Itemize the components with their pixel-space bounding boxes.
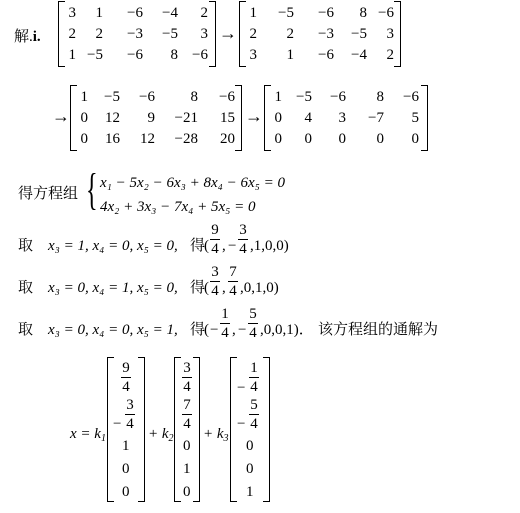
matrix-cell: 0 xyxy=(80,110,88,126)
numerator: 5 xyxy=(250,397,258,413)
matrix-cell: 2 xyxy=(249,26,257,42)
matrix-cell: −6 xyxy=(127,47,143,63)
numerator: 3 xyxy=(239,222,247,238)
matrix-cell: 2 xyxy=(200,5,208,21)
solution-label xyxy=(14,28,41,46)
fraction-bar xyxy=(228,281,238,282)
matrix-cell: 1 xyxy=(274,89,282,105)
fraction-bar xyxy=(210,239,220,240)
matrix-cell: −5 xyxy=(162,26,178,42)
vector-2 xyxy=(174,357,200,502)
paren: ( xyxy=(204,322,209,338)
matrix-cell: −6 xyxy=(318,47,334,63)
denominator: 4 xyxy=(122,379,130,395)
matrix-cell: −6 xyxy=(403,89,419,105)
fraction xyxy=(121,360,131,395)
fraction-bar xyxy=(238,239,248,240)
matrix-cell: −5 xyxy=(351,26,367,42)
matrix-cell: 4 xyxy=(304,110,312,126)
matrix-cell: 0 xyxy=(338,131,346,147)
matrix-cell: 0 xyxy=(274,110,282,126)
vector-1 xyxy=(107,357,145,502)
arrow-1: → xyxy=(219,23,237,43)
matrix-cell: 20 xyxy=(220,131,235,147)
fraction xyxy=(182,397,192,432)
fraction-bar xyxy=(125,414,135,415)
paren: ( xyxy=(204,238,209,254)
matrix-cell: 1 xyxy=(80,89,88,105)
matrix-cell: 3 xyxy=(386,26,394,42)
matrix-cell: 0 xyxy=(376,131,384,147)
part-label: i. xyxy=(32,29,41,45)
general-lhs: $x = k_1$ xyxy=(70,426,106,444)
matrix-cell: −5 xyxy=(87,47,103,63)
fraction xyxy=(220,306,230,341)
matrix-cell: −6 xyxy=(378,5,394,21)
matrix-cell: 1 xyxy=(249,5,257,21)
numerator: 9 xyxy=(122,360,130,376)
numerator: 1 xyxy=(250,360,258,376)
matrix-cell: 15 xyxy=(220,110,235,126)
matrix-cell: 3 xyxy=(200,26,208,42)
matrix-cell: 2 xyxy=(286,26,294,42)
vector-entry: 0 xyxy=(183,484,191,500)
denominator: 4 xyxy=(211,283,219,299)
sign: − xyxy=(237,416,246,432)
matrix-cell: 1 xyxy=(286,47,294,63)
vector-entry: 0 xyxy=(122,461,130,477)
matrix-cell: 16 xyxy=(105,131,120,147)
matrix-cell: 3 xyxy=(68,5,76,21)
vector-entry: 0 xyxy=(246,438,254,454)
arrow-2: → xyxy=(52,106,70,126)
vector-tail: ,0,0,1)． xyxy=(260,322,314,338)
fraction xyxy=(248,306,258,341)
matrix-cell: 2 xyxy=(68,26,76,42)
matrix-cell: 9 xyxy=(147,110,155,126)
fraction-bar xyxy=(182,414,192,415)
matrix-cell: −6 xyxy=(192,47,208,63)
fraction-bar xyxy=(210,281,220,282)
numerator: 7 xyxy=(229,264,237,280)
matrix-cell: 3 xyxy=(338,110,346,126)
matrix-cell: −4 xyxy=(162,5,178,21)
sign: − xyxy=(238,322,247,338)
fraction xyxy=(210,222,220,257)
vector-entry: 1 xyxy=(246,484,254,500)
matrix-cell: 8 xyxy=(376,89,384,105)
case-condition: x₃ = 0, x₄ = 0, x₅ = 1, xyxy=(48,322,178,338)
denominator: 4 xyxy=(221,325,229,341)
sign: − xyxy=(228,238,237,254)
fraction-bar xyxy=(220,323,230,324)
fraction-bar xyxy=(249,414,259,415)
paren: ( xyxy=(204,280,209,296)
matrix-b xyxy=(239,1,401,67)
matrix-cell: 12 xyxy=(105,110,120,126)
vector-tail: ,1,0,0) xyxy=(250,238,289,254)
case-condition: x₃ = 0, x₄ = 1, x₅ = 0, xyxy=(48,280,178,296)
fraction-bar xyxy=(121,377,131,378)
fraction-bar xyxy=(182,377,192,378)
comma: , xyxy=(222,238,226,254)
matrix-cell: −6 xyxy=(219,89,235,105)
denominator: 4 xyxy=(183,416,191,432)
numerator: 3 xyxy=(211,264,219,280)
matrix-cell: −3 xyxy=(318,26,334,42)
fraction xyxy=(182,360,192,395)
denominator: 4 xyxy=(249,325,257,341)
matrix-cell: 1 xyxy=(68,47,76,63)
fraction xyxy=(249,397,259,432)
denominator: 4 xyxy=(229,283,237,299)
matrix-cell: −21 xyxy=(174,110,198,126)
matrix-cell: −5 xyxy=(296,89,312,105)
matrix-cell: −7 xyxy=(368,110,384,126)
denominator: 4 xyxy=(183,379,191,395)
vector-3 xyxy=(230,357,270,502)
sign: − xyxy=(237,380,246,396)
matrix-cell: −6 xyxy=(139,89,155,105)
fraction xyxy=(125,397,135,432)
fraction xyxy=(210,264,220,299)
get-label: 得 xyxy=(190,322,206,338)
fraction-bar xyxy=(249,377,259,378)
comma: , xyxy=(222,280,226,296)
denominator: 4 xyxy=(250,416,258,432)
matrix-cell: −6 xyxy=(318,5,334,21)
vector-entry: 0 xyxy=(183,438,191,454)
matrix-d xyxy=(264,85,428,151)
plus-k3: + $k_3$ xyxy=(203,426,229,444)
matrix-cell: −6 xyxy=(330,89,346,105)
general-solution-label: 该方程组的通解为 xyxy=(318,322,439,338)
numerator: 1 xyxy=(221,306,229,322)
matrix-cell: 5 xyxy=(411,110,419,126)
plus-k2: + $k_2$ xyxy=(148,426,174,444)
matrix-cell: −4 xyxy=(351,47,367,63)
matrix-cell: 8 xyxy=(359,5,367,21)
numerator: 7 xyxy=(183,397,191,413)
matrix-cell: −6 xyxy=(127,5,143,21)
solution-text: 解. xyxy=(14,29,33,45)
get-label: 得 xyxy=(190,238,206,254)
denominator: 4 xyxy=(250,379,258,395)
numerator: 9 xyxy=(211,222,219,238)
comma: , xyxy=(232,322,236,338)
matrix-cell: 2 xyxy=(386,47,394,63)
fraction xyxy=(249,360,259,395)
vector-entry: 0 xyxy=(246,461,254,477)
arrow-3: → xyxy=(245,106,263,126)
numerator: 3 xyxy=(183,360,191,376)
matrix-a xyxy=(58,1,216,67)
vector-tail: ,0,1,0) xyxy=(240,280,279,296)
matrix-cell: −3 xyxy=(127,26,143,42)
denominator: 4 xyxy=(239,241,247,257)
take-label: 取 xyxy=(18,238,34,254)
matrix-cell: −5 xyxy=(104,89,120,105)
matrix-cell: 3 xyxy=(249,47,257,63)
matrix-cell: 0 xyxy=(304,131,312,147)
get-label: 得 xyxy=(190,280,206,296)
take-label: 取 xyxy=(18,322,34,338)
fraction xyxy=(238,222,248,257)
matrix-cell: −5 xyxy=(278,5,294,21)
matrix-c xyxy=(70,85,242,151)
equation-2: 4x₂ + 3x₃ − 7x₄ + 5x₅ = 0 xyxy=(100,199,256,215)
equation-1: x₁ − 5x₂ − 6x₃ + 8x₄ − 6x₅ = 0 xyxy=(100,175,285,191)
denominator: 4 xyxy=(211,241,219,257)
vector-entry: 0 xyxy=(122,484,130,500)
matrix-cell: 0 xyxy=(80,131,88,147)
denominator: 4 xyxy=(126,416,134,432)
numerator: 3 xyxy=(126,397,134,413)
matrix-cell: 12 xyxy=(140,131,155,147)
matrix-cell: 0 xyxy=(411,131,419,147)
matrix-cell: 0 xyxy=(274,131,282,147)
fraction-bar xyxy=(248,323,258,324)
sign: − xyxy=(113,416,122,432)
sign: − xyxy=(210,322,219,338)
case-condition: x₃ = 1, x₄ = 0, x₅ = 0, xyxy=(48,238,178,254)
vector-entry: 1 xyxy=(183,461,191,477)
numerator: 5 xyxy=(249,306,257,322)
matrix-cell: −28 xyxy=(174,131,198,147)
fraction xyxy=(228,264,238,299)
matrix-cell: 8 xyxy=(190,89,198,105)
matrix-cell: 2 xyxy=(95,26,103,42)
system-label: 得方程组 xyxy=(18,186,79,202)
system-brace: { xyxy=(86,165,98,214)
matrix-cell: 8 xyxy=(170,47,178,63)
vector-entry: 1 xyxy=(122,438,130,454)
take-label: 取 xyxy=(18,280,34,296)
matrix-cell: 1 xyxy=(95,5,103,21)
